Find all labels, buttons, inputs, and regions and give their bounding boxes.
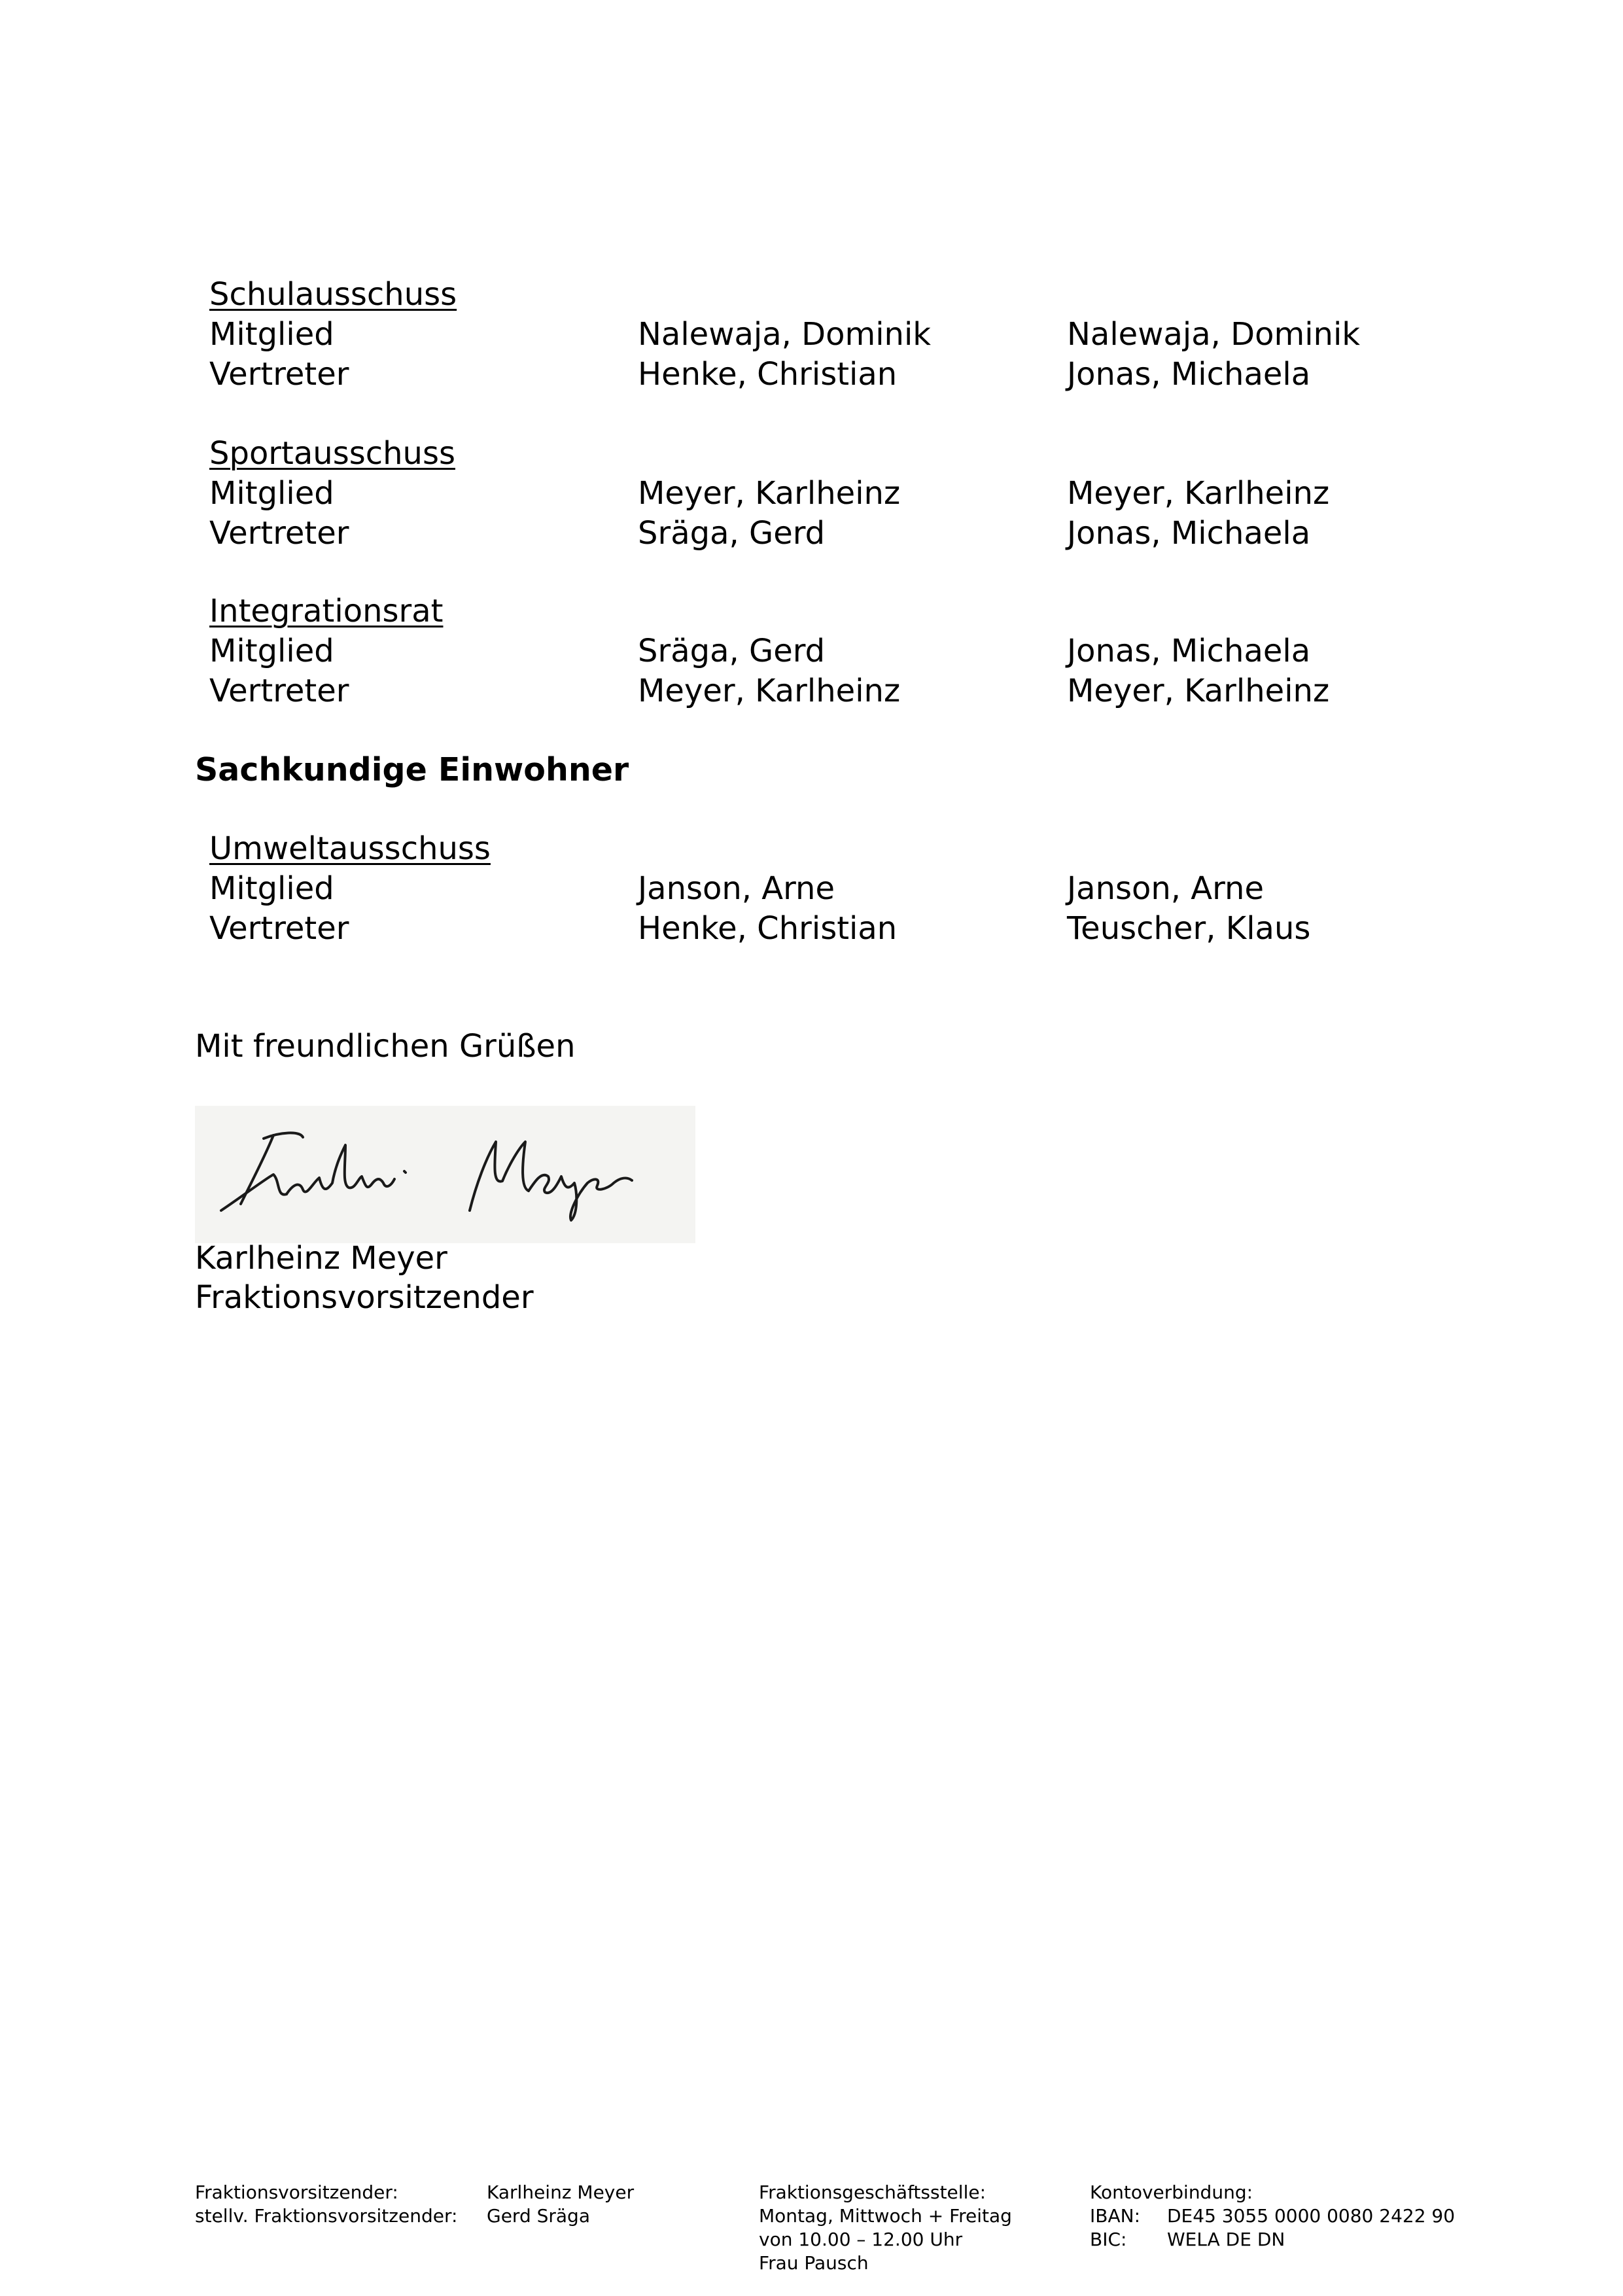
iban-label: IBAN: xyxy=(1090,2205,1140,2227)
footer-office-line: von 10.00 – 12.00 Uhr xyxy=(759,2229,963,2250)
member-name: Jonas, Michaela xyxy=(1067,356,1311,393)
committee-heading: Schulausschuss xyxy=(209,276,457,313)
member-name: Sräga, Gerd xyxy=(638,515,826,552)
committee-heading-row xyxy=(209,829,1452,869)
committee-sportausschuss xyxy=(209,434,1452,554)
role-label: Vertreter xyxy=(209,910,349,947)
bic-label: BIC: xyxy=(1090,2229,1127,2250)
role-label: Mitglied xyxy=(209,633,334,669)
footer-office-line: Frau Pausch xyxy=(759,2252,869,2274)
role-label: Vertreter xyxy=(209,356,349,393)
member-name: Meyer, Karlheinz xyxy=(1067,475,1330,512)
role-label: Mitglied xyxy=(209,870,334,907)
committee-heading: Integrationsrat xyxy=(209,593,444,629)
signer-title: Fraktionsvorsitzender xyxy=(195,1279,534,1316)
footer-name: Gerd Sräga xyxy=(487,2205,590,2227)
handwritten-signature xyxy=(195,1106,695,1243)
member-name: Jonas, Michaela xyxy=(1067,515,1311,552)
committee-row xyxy=(209,869,1452,909)
member-name: Janson, Arne xyxy=(638,870,835,907)
committee-schulausschuss xyxy=(209,275,1452,395)
footer-role: stellv. Fraktionsvorsitzender: xyxy=(195,2205,458,2227)
member-name: Meyer, Karlheinz xyxy=(638,673,901,709)
member-name: Nalewaja, Dominik xyxy=(638,316,932,353)
committee-row xyxy=(209,355,1452,395)
committee-row xyxy=(209,474,1452,514)
committee-heading: Sportausschuss xyxy=(209,435,455,472)
member-name: Sräga, Gerd xyxy=(638,633,826,669)
footer-office xyxy=(759,2181,1012,2275)
footer-name: Karlheinz Meyer xyxy=(487,2181,635,2203)
footer-names xyxy=(487,2181,634,2228)
member-name: Nalewaja, Dominik xyxy=(1067,316,1361,353)
member-name: Henke, Christian xyxy=(638,356,898,393)
role-label: Mitglied xyxy=(209,475,334,512)
footer-bank xyxy=(1090,2181,1455,2252)
committee-heading-row xyxy=(209,275,1452,315)
role-label: Mitglied xyxy=(209,316,334,353)
committee-heading-row xyxy=(209,434,1452,474)
footer-office-line: Montag, Mittwoch + Freitag xyxy=(759,2205,1012,2227)
footer-office-line: Fraktionsgeschäftsstelle: xyxy=(759,2181,986,2203)
committee-heading-row xyxy=(209,592,1452,631)
member-name: Jonas, Michaela xyxy=(1067,633,1311,669)
signer-name: Karlheinz Meyer xyxy=(195,1240,447,1277)
member-name: Henke, Christian xyxy=(638,910,898,947)
iban-value: DE45 3055 0000 0080 2422 90 xyxy=(1167,2205,1456,2227)
footer-roles xyxy=(195,2181,457,2228)
bic-value: WELA DE DN xyxy=(1167,2229,1285,2250)
member-name: Meyer, Karlheinz xyxy=(1067,673,1330,709)
member-name: Meyer, Karlheinz xyxy=(638,475,901,512)
role-label: Vertreter xyxy=(209,515,349,552)
role-label: Vertreter xyxy=(209,673,349,709)
committee-row xyxy=(209,631,1452,671)
footer-iban xyxy=(1090,2204,1455,2228)
footer-bic xyxy=(1090,2228,1455,2252)
committee-integrationsrat xyxy=(209,592,1452,711)
committee-umweltausschuss xyxy=(209,829,1452,949)
committee-row xyxy=(209,514,1452,554)
member-name: Janson, Arne xyxy=(1067,870,1264,907)
committee-row xyxy=(209,671,1452,711)
footer-role: Fraktionsvorsitzender: xyxy=(195,2181,398,2203)
section-title: Sachkundige Einwohner xyxy=(195,751,629,788)
committee-row xyxy=(209,909,1452,949)
footer-bank-title: Kontoverbindung: xyxy=(1090,2181,1253,2203)
committee-row xyxy=(209,315,1452,355)
committee-heading: Umweltausschuss xyxy=(209,830,491,867)
member-name: Teuscher, Klaus xyxy=(1067,910,1311,947)
closing-greeting: Mit freundlichen Grüßen xyxy=(195,1028,576,1065)
